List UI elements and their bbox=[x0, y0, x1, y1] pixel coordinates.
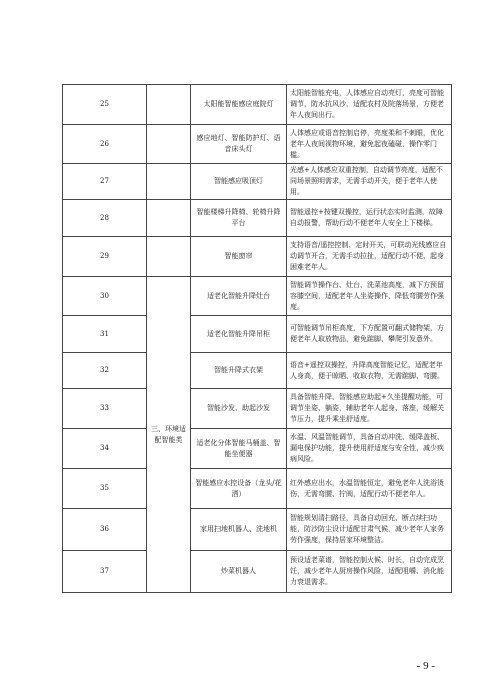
table-row bbox=[63, 316, 452, 353]
product-description: 具备智能升降、智能感应助起+久坐提醒功能，可调节坐姿、躺姿，辅助老年人起身、落座，缓解关节压力，提升乘坐舒适度。 bbox=[287, 389, 452, 429]
row-number: 25 bbox=[63, 85, 147, 125]
product-description: 光感+人体感应双重控制，自动调节亮度，适配不同场景照明需求，无需手动开关，便于老年人使用。 bbox=[287, 164, 452, 200]
product-description: 支持语音/遥控控制、定时开关，可联动光线感应自动调节开合，无需手动拉扯，适配行动不便、起身困难老年人。 bbox=[287, 237, 452, 277]
table-row bbox=[63, 85, 452, 125]
product-name: 智能窗帘 bbox=[191, 237, 287, 277]
category-cell: 三、环境适配智能类 bbox=[147, 277, 191, 593]
row-number: 33 bbox=[63, 389, 147, 429]
product-name: 感应地灯、智能防护灯、语音床头灯 bbox=[191, 125, 287, 164]
product-description: 可智能调节吊柜高度，下方配置可翻式储物架，方便老年人取放物品，避免踮脚、攀爬引发意外。 bbox=[287, 316, 452, 353]
table-row bbox=[63, 353, 452, 389]
row-number: 27 bbox=[63, 164, 147, 200]
product-name: 智能楼梯升降椅、轮椅升降平台 bbox=[191, 200, 287, 237]
product-name: 太阳能智能感应庭院灯 bbox=[191, 85, 287, 125]
product-description: 语音+遥控双操控，升降高度智能记忆，适配老年人身高，便于晾晒、收取衣物，无需踮脚、弯腰。 bbox=[287, 353, 452, 389]
table-row bbox=[63, 429, 452, 469]
table-row bbox=[63, 551, 452, 593]
product-name: 智能感应水控设备（龙头/花洒） bbox=[191, 469, 287, 509]
row-number: 35 bbox=[63, 469, 147, 509]
row-number: 28 bbox=[63, 200, 147, 237]
product-description: 水温、风温智能调节，具备自动冲洗、缓降盖板、漏电保护功能，提升使用舒适度与安全性，减少疾病风险。 bbox=[287, 429, 452, 469]
product-name: 智能感应吸顶灯 bbox=[191, 164, 287, 200]
table-row bbox=[63, 277, 452, 316]
product-name: 适老化智能升降灶台 bbox=[191, 277, 287, 316]
product-description: 智能调节操作台、灶台、洗菜池高度，减下方预留容膝空间，适配老年人坐姿操作，降低弯腰劳作强度。 bbox=[287, 277, 452, 316]
row-number: 37 bbox=[63, 551, 147, 593]
product-description: 红外感应出水，水温智能恒定，避免老年人洗浴烫伤，无需弯腰、拧阀，适配行动不便老年人。 bbox=[287, 469, 452, 509]
table-row bbox=[63, 509, 452, 551]
product-name: 炒菜机器人 bbox=[191, 551, 287, 593]
product-description: 智能规划清扫路径，具备自动回充、断点续扫功能，防沙防尘设计适配甘肃气候，减少老年人家务劳作强度，保持居家环境整洁。 bbox=[287, 509, 452, 551]
product-description: 太阳能智能充电，人体感应自动亮灯，亮度可智能调节，防水抗风沙，适配农村及院落场景，方便老年人夜间出行。 bbox=[287, 85, 452, 125]
row-number: 26 bbox=[63, 125, 147, 164]
table-row bbox=[63, 469, 452, 509]
product-name: 智能升降式衣架 bbox=[191, 353, 287, 389]
category-cell bbox=[147, 200, 191, 237]
row-number: 31 bbox=[63, 316, 147, 353]
row-number: 29 bbox=[63, 237, 147, 277]
table-row bbox=[63, 389, 452, 429]
table-row bbox=[63, 200, 452, 237]
category-cell bbox=[147, 237, 191, 277]
row-number: 34 bbox=[63, 429, 147, 469]
table-row bbox=[63, 237, 452, 277]
product-description: 智能遥控+按键双操控，运行状态实时监测，故障自动报警，帮助行动不便老年人安全上下楼梯。 bbox=[287, 200, 452, 237]
product-name: 智能沙发、助起沙发 bbox=[191, 389, 287, 429]
table-row bbox=[63, 164, 452, 200]
category-cell bbox=[147, 164, 191, 200]
page-number: - 9 - bbox=[416, 660, 435, 672]
category-cell bbox=[147, 125, 191, 164]
row-number: 36 bbox=[63, 509, 147, 551]
row-number: 30 bbox=[63, 277, 147, 316]
category-cell bbox=[147, 85, 191, 125]
product-name: 适老化智能升降吊柜 bbox=[191, 316, 287, 353]
product-description: 预设适老菜谱，智能控制火候、时长，自动完成烹饪，减少老年人厨房操作风险，适配咀嚼、消化能力衰退需求。 bbox=[287, 551, 452, 593]
product-name: 适老化分体智能马桶盖、智能坐便器 bbox=[191, 429, 287, 469]
product-table bbox=[62, 84, 452, 593]
product-description: 人体感应或语音控制启停，亮度柔和不刺眼，优化老年人夜间视物环境，避免起夜磕碰，操作零门槛。 bbox=[287, 125, 452, 164]
table-row bbox=[63, 125, 452, 164]
product-name: 家用扫地机器人、洗地机 bbox=[191, 509, 287, 551]
row-number: 32 bbox=[63, 353, 147, 389]
